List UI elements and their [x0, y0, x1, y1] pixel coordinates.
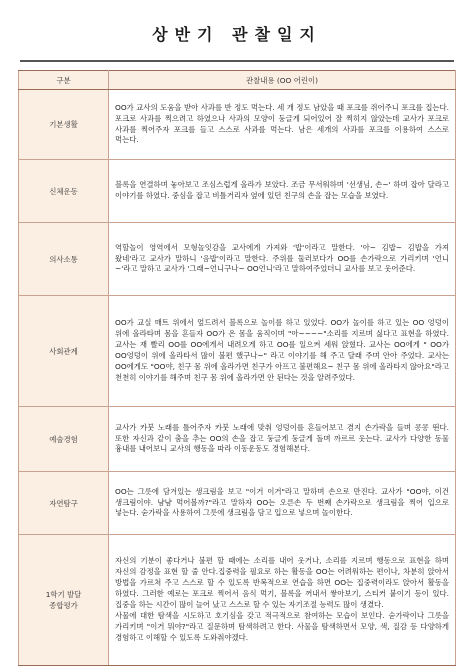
row-content: 역할놀이 영역에서 모형놀잇감을 교사에게 가져와 '밥'이라고 말한다. '아~ 김밥~ 김밥을 가져 왔네'라고 교사가 말하니 '음밥'이라고 말한다. 주위를 둘러보다가 OO를 손가락으로 가리키며 '언니~'라고 말하고 교사가 '그래~언니구나~ OO언니'라고 말하여주었더니 교사를 보고 웃어준다. [109, 223, 456, 296]
row-content: OO가 교사의 도움을 받아 사과를 반 정도 먹는다. 세 개 정도 남았을 때 포크를 쥐어주니 포크를 집는다. 포크로 사과를 찍으려고 하였으나 사과의 모양이 둥글게 되어있어 잘 찍히지 않았는데 교사가 포크로 사과를 찍어주자 포크를 들고 스스로 사과를 먹는다. 남은 세개의 사과를 포크를 이용하여 스스로 먹는다. [109, 90, 456, 160]
observation-table [18, 70, 456, 666]
row-category: 기본생활 [19, 90, 109, 160]
title-divider [20, 60, 454, 62]
table-row [19, 535, 456, 666]
table-row [19, 160, 456, 223]
row-content: 교사가 카붓 노래를 틀어주자 카붓 노래에 맞춰 엉덩이를 흔들어보고 겸지 손가락을 들며 콩콩 뛴다. 또한 자신과 같이 춤을 추는 OO의 손을 잡고 둥글게 둥글게 돌며 까르르 웃는다. 교사가 다양한 동물 흉내를 내어보니 교사의 행동을 따라 이동운동도 경험해본다. [109, 407, 456, 472]
row-category: 1학기 발달 종합평가 [19, 535, 109, 666]
row-category: 자연탐구 [19, 472, 109, 535]
row-content: 자신의 기분이 좋다거나 불편 할 때에는 소리를 내어 웃거나, 소리를 지르며 행동으로 표현을 하며 자신의 감정을 표현 할 줄 안다.집중력을 필요로 하는 활동을 OO는 어려워하는 편이나, 차분히 앉아서 방법을 가르쳐 주고 스스로 할 수 있도록 반복적으로 연습을 하면 OO는 집중력이라도 앉아서 활동을 하였다. 그러한 예로는 포크로 찍어서 음식 먹기, 블록을 꺼내서 쌓아보기, 스티커 붙이기 등이 있다. 집중을 하는 시간이 많이 늘어 났고 스스로 할 수 있는 자기조절 능력도 많이 생겼다. 사물에 대한 탐색을 시도하고 호기심을 갖고 적극적으로 참여하는 모습이 보인다. 숟가락이나 그릇을 가리키며 "이거 뭐야?"라고 질문하며 탐색하려고 한다. 사물을 탐색하면서 모양, 색, 질감 등 다양하게 경험하고 이해할 수 있도록 도와줘야겠다. [109, 535, 456, 666]
table-header-row [19, 71, 456, 90]
row-category: 의사소통 [19, 223, 109, 296]
header-category: 구분 [19, 71, 109, 90]
row-category: 신체운동 [19, 160, 109, 223]
row-content: OO는 그릇에 담겨있는 생크림을 보고 "이거 이거"라고 말하며 손으로 만진다. 교사가 "OO야, 이건 생크림이야. 냠냠 먹어볼까?"라고 말하자 OO는 오른손 두 번째 손가락으로 생크림을 찍어 입으로 넣는다. 숟가락을 사용하여 그릇에 생크림을 담고 입으로 넣으며 놀이한다. [109, 472, 456, 535]
table-row [19, 472, 456, 535]
table-row [19, 407, 456, 472]
row-content: OO가 교실 매트 위에서 엎드려서 블록으로 놀이를 하고 있었다. OO가 놀이를 하고 있는 OO 엉덩이 위에 올라타며 몸을 흔들자 OO가 온 몸을 움직이며 "아~~~~"소리를 지르며 싫다고 표현을 하였다. 교사는 재 빨리 OO를 OO에게서 내려오게 하고 OO를 일으켜 세워 앉혔다. 교사는 OO에게 " OO가 OO엉덩이 위에 올라타서 많이 불편 했구나~" 라고 이야기를 해 주고 달래 주며 안아 주었다. 교사는 OO에게도 "OO야, 친구 몸 위에 올라가면 친구가 아프고 불편해요~ 친구 몸 위에 올라타지 않아요"라고 천천히 이야기를 해주며 친구 몸 위에 올라가면 안 된다는 것을 알려주었다. [109, 296, 456, 407]
page-title: 상반기 관찰일지 [152, 25, 322, 44]
table-row [19, 90, 456, 160]
row-content: 블록을 연결하며 놓아보고 조심스럽게 올라가 보았다. 조금 무서워하며 '선생님, 손~' 하며 잡아 달라고 이야기를 하였다. 중심을 잡고 비틀거리자 옆에 있던 친구의 손을 잡는 모습을 보였다. [109, 160, 456, 223]
row-category: 사회관계 [19, 296, 109, 407]
table-row [19, 223, 456, 296]
table-row [19, 296, 456, 407]
row-category: 예술경험 [19, 407, 109, 472]
header-content: 관찰내용 (OO 어린이) [109, 71, 456, 90]
